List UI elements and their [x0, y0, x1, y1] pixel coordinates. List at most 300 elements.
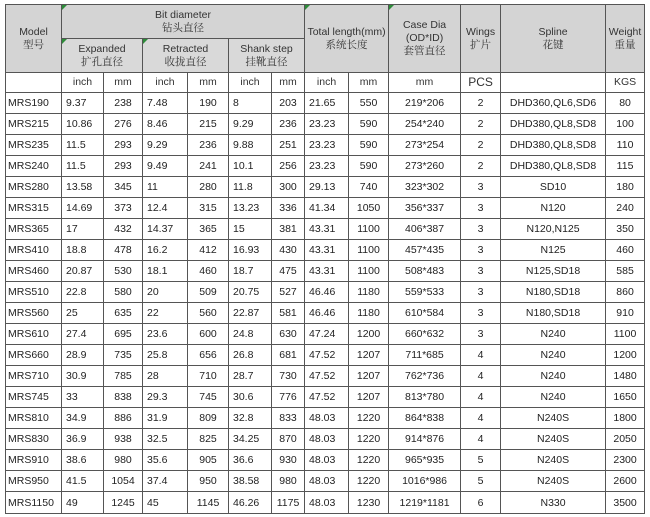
cell-model: MRS950: [6, 471, 62, 492]
cell-expanded-inch: 30.9: [62, 366, 104, 387]
unit-wings-pcs: PCS: [461, 73, 501, 93]
cell-spline: N240: [501, 387, 606, 408]
cell-spline: N240S: [501, 450, 606, 471]
header-bit-diameter: [62, 5, 305, 39]
header-model: [6, 5, 62, 73]
cell-retracted-mm: 560: [188, 303, 229, 324]
cell-wings: 3: [461, 261, 501, 282]
cell-retracted-inch: 35.6: [143, 450, 188, 471]
table-row: [6, 282, 645, 303]
cell-shank-inch: 9.88: [229, 135, 272, 156]
unit-length-inch: inch: [305, 73, 349, 93]
cell-spline: N120: [501, 198, 606, 219]
cell-model: MRS365: [6, 219, 62, 240]
cell-spline: DHD380,QL8,SD8: [501, 156, 606, 177]
cell-retracted-mm: 215: [188, 114, 229, 135]
cell-shank-inch: 30.6: [229, 387, 272, 408]
cell-length-inch: 47.24: [305, 324, 349, 345]
cell-retracted-inch: 14.37: [143, 219, 188, 240]
spec-table: [5, 4, 645, 514]
unit-expanded-inch: inch: [62, 73, 104, 93]
table-row: [6, 492, 645, 514]
cell-shank-mm: 776: [272, 387, 305, 408]
cell-length-mm: 1220: [349, 408, 389, 429]
cell-retracted-inch: 22: [143, 303, 188, 324]
cell-shank-inch: 36.6: [229, 450, 272, 471]
cell-expanded-mm: 293: [104, 135, 143, 156]
cell-weight: 585: [606, 261, 645, 282]
cell-weight: 350: [606, 219, 645, 240]
cell-weight: 100: [606, 114, 645, 135]
table-row: [6, 387, 645, 408]
cell-expanded-inch: 17: [62, 219, 104, 240]
cell-shank-mm: 251: [272, 135, 305, 156]
cell-wings: 6: [461, 492, 501, 514]
cell-case-dia: 254*240: [389, 114, 461, 135]
cell-case-dia: 273*254: [389, 135, 461, 156]
unit-case-mm: mm: [389, 73, 461, 93]
cell-retracted-inch: 18.1: [143, 261, 188, 282]
cell-retracted-inch: 8.46: [143, 114, 188, 135]
table-row: [6, 93, 645, 114]
cell-case-dia: 406*387: [389, 219, 461, 240]
cell-retracted-mm: 241: [188, 156, 229, 177]
cell-expanded-mm: 373: [104, 198, 143, 219]
header-wings-cn: 扩片: [470, 38, 492, 51]
cell-retracted-mm: 509: [188, 282, 229, 303]
cell-spline: DHD360,QL6,SD6: [501, 93, 606, 114]
cell-shank-mm: 236: [272, 114, 305, 135]
table-row: [6, 429, 645, 450]
cell-length-mm: 1200: [349, 324, 389, 345]
cell-case-dia: 323*302: [389, 177, 461, 198]
cell-expanded-mm: 735: [104, 345, 143, 366]
cell-weight: 1200: [606, 345, 645, 366]
cell-retracted-inch: 28: [143, 366, 188, 387]
cell-wings: 4: [461, 429, 501, 450]
cell-weight: 2050: [606, 429, 645, 450]
cell-retracted-mm: 950: [188, 471, 229, 492]
cell-length-mm: 1100: [349, 219, 389, 240]
cell-weight: 460: [606, 240, 645, 261]
cell-length-mm: 1230: [349, 492, 389, 514]
cell-spline: DHD380,QL8,SD8: [501, 135, 606, 156]
header-wings-en: Wings: [465, 25, 496, 38]
cell-shank-mm: 336: [272, 198, 305, 219]
cell-weight: 1100: [606, 324, 645, 345]
cell-case-dia: 711*685: [389, 345, 461, 366]
cell-expanded-inch: 36.9: [62, 429, 104, 450]
cell-model: MRS745: [6, 387, 62, 408]
table-row: [6, 114, 645, 135]
cell-wings: 3: [461, 219, 501, 240]
cell-expanded-inch: 11.5: [62, 135, 104, 156]
unit-shank-inch: inch: [229, 73, 272, 93]
cell-shank-mm: 203: [272, 93, 305, 114]
cell-case-dia: 457*435: [389, 240, 461, 261]
cell-wings: 4: [461, 366, 501, 387]
cell-shank-mm: 256: [272, 156, 305, 177]
cell-case-dia: 914*876: [389, 429, 461, 450]
cell-length-inch: 48.03: [305, 471, 349, 492]
cell-shank-mm: 527: [272, 282, 305, 303]
cell-expanded-inch: 22.8: [62, 282, 104, 303]
cell-expanded-inch: 14.69: [62, 198, 104, 219]
cell-expanded-inch: 9.37: [62, 93, 104, 114]
cell-length-mm: 1207: [349, 387, 389, 408]
cell-length-inch: 23.23: [305, 114, 349, 135]
cell-retracted-mm: 1145: [188, 492, 229, 514]
cell-expanded-inch: 41.5: [62, 471, 104, 492]
cell-length-inch: 48.03: [305, 408, 349, 429]
cell-spline: N330: [501, 492, 606, 514]
unit-weight-kgs: KGS: [606, 73, 645, 93]
header-case-dia-cn: 套管直径: [403, 45, 446, 57]
cell-expanded-inch: 10.86: [62, 114, 104, 135]
cell-weight: 180: [606, 177, 645, 198]
cell-model: MRS240: [6, 156, 62, 177]
unit-model-blank: [6, 73, 62, 93]
cell-spline: N240: [501, 366, 606, 387]
header-shank-step: [229, 39, 305, 73]
cell-model: MRS560: [6, 303, 62, 324]
cell-weight: 860: [606, 282, 645, 303]
cell-length-mm: 1050: [349, 198, 389, 219]
cell-length-inch: 23.23: [305, 156, 349, 177]
cell-retracted-inch: 7.48: [143, 93, 188, 114]
cell-wings: 4: [461, 408, 501, 429]
cell-expanded-mm: 530: [104, 261, 143, 282]
cell-expanded-mm: 238: [104, 93, 143, 114]
cell-length-mm: 1100: [349, 240, 389, 261]
header-total-length: [305, 5, 389, 73]
cell-expanded-mm: 1245: [104, 492, 143, 514]
cell-expanded-inch: 27.4: [62, 324, 104, 345]
cell-shank-mm: 730: [272, 366, 305, 387]
cell-length-mm: 1207: [349, 366, 389, 387]
cell-shank-inch: 28.7: [229, 366, 272, 387]
table-row: [6, 324, 645, 345]
header-case-dia: [389, 5, 461, 73]
table-row: [6, 408, 645, 429]
header-shank-step-en: Shank step: [240, 42, 293, 55]
cell-length-inch: 43.31: [305, 219, 349, 240]
cell-length-inch: 47.52: [305, 345, 349, 366]
cell-wings: 4: [461, 345, 501, 366]
table-row: [6, 450, 645, 471]
cell-shank-inch: 9.29: [229, 114, 272, 135]
table-body: [6, 93, 645, 514]
cell-length-inch: 23.23: [305, 135, 349, 156]
table-row: [6, 471, 645, 492]
cell-case-dia: 813*780: [389, 387, 461, 408]
table-row: [6, 198, 645, 219]
cell-model: MRS810: [6, 408, 62, 429]
cell-expanded-mm: 580: [104, 282, 143, 303]
unit-shank-mm: mm: [272, 73, 305, 93]
cell-length-mm: 1180: [349, 282, 389, 303]
cell-expanded-mm: 293: [104, 156, 143, 177]
cell-spline: N120,N125: [501, 219, 606, 240]
table-row: [6, 303, 645, 324]
cell-retracted-inch: 16.2: [143, 240, 188, 261]
cell-retracted-mm: 365: [188, 219, 229, 240]
cell-shank-inch: 46.26: [229, 492, 272, 514]
cell-spline: N180,SD18: [501, 303, 606, 324]
cell-model: MRS190: [6, 93, 62, 114]
header-spline: [501, 5, 606, 73]
cell-weight: 1800: [606, 408, 645, 429]
cell-shank-mm: 581: [272, 303, 305, 324]
cell-wings: 3: [461, 177, 501, 198]
table-row: [6, 261, 645, 282]
cell-wings: 5: [461, 450, 501, 471]
cell-wings: 2: [461, 114, 501, 135]
unit-expanded-mm: mm: [104, 73, 143, 93]
table-row: [6, 219, 645, 240]
cell-shank-mm: 833: [272, 408, 305, 429]
cell-expanded-mm: 785: [104, 366, 143, 387]
table-row: [6, 135, 645, 156]
header-bit-diameter-cn: 钻头直径: [162, 21, 205, 34]
cell-spline: N125: [501, 240, 606, 261]
cell-expanded-mm: 432: [104, 219, 143, 240]
table-row: [6, 345, 645, 366]
cell-case-dia: 219*206: [389, 93, 461, 114]
cell-shank-mm: 475: [272, 261, 305, 282]
cell-model: MRS315: [6, 198, 62, 219]
cell-shank-inch: 15: [229, 219, 272, 240]
cell-length-inch: 46.46: [305, 282, 349, 303]
cell-expanded-inch: 18.8: [62, 240, 104, 261]
cell-retracted-inch: 20: [143, 282, 188, 303]
cell-wings: 2: [461, 156, 501, 177]
cell-length-inch: 43.31: [305, 261, 349, 282]
cell-length-mm: 1220: [349, 471, 389, 492]
cell-expanded-inch: 28.9: [62, 345, 104, 366]
header-weight: [606, 5, 645, 73]
cell-retracted-mm: 745: [188, 387, 229, 408]
cell-model: MRS410: [6, 240, 62, 261]
cell-length-inch: 48.03: [305, 429, 349, 450]
cell-spline: N240: [501, 324, 606, 345]
header-total-length-en: Total length(mm): [307, 25, 386, 38]
cell-wings: 2: [461, 93, 501, 114]
cell-retracted-inch: 29.3: [143, 387, 188, 408]
cell-model: MRS215: [6, 114, 62, 135]
cell-length-inch: 48.03: [305, 492, 349, 514]
cell-case-dia: 864*838: [389, 408, 461, 429]
cell-shank-mm: 381: [272, 219, 305, 240]
cell-retracted-mm: 825: [188, 429, 229, 450]
cell-length-mm: 590: [349, 114, 389, 135]
table-header: [6, 5, 645, 93]
cell-spline: SD10: [501, 177, 606, 198]
cell-length-mm: 1220: [349, 429, 389, 450]
cell-model: MRS910: [6, 450, 62, 471]
cell-shank-mm: 300: [272, 177, 305, 198]
cell-retracted-mm: 460: [188, 261, 229, 282]
cell-shank-inch: 16.93: [229, 240, 272, 261]
cell-shank-mm: 1175: [272, 492, 305, 514]
cell-retracted-mm: 600: [188, 324, 229, 345]
cell-shank-mm: 430: [272, 240, 305, 261]
cell-spline: N240S: [501, 471, 606, 492]
header-shank-step-cn: 挂靴直径: [245, 55, 288, 68]
cell-retracted-inch: 32.5: [143, 429, 188, 450]
cell-shank-inch: 24.8: [229, 324, 272, 345]
cell-shank-inch: 38.58: [229, 471, 272, 492]
cell-case-dia: 559*533: [389, 282, 461, 303]
cell-length-inch: 46.46: [305, 303, 349, 324]
cell-length-inch: 43.31: [305, 240, 349, 261]
cell-expanded-inch: 34.9: [62, 408, 104, 429]
cell-expanded-mm: 345: [104, 177, 143, 198]
cell-weight: 910: [606, 303, 645, 324]
cell-retracted-mm: 656: [188, 345, 229, 366]
cell-spline: N125,SD18: [501, 261, 606, 282]
cell-expanded-inch: 38.6: [62, 450, 104, 471]
cell-weight: 1650: [606, 387, 645, 408]
cell-case-dia: 508*483: [389, 261, 461, 282]
cell-expanded-inch: 25: [62, 303, 104, 324]
cell-shank-inch: 34.25: [229, 429, 272, 450]
cell-spline: N180,SD18: [501, 282, 606, 303]
cell-length-mm: 1207: [349, 345, 389, 366]
cell-length-mm: 1220: [349, 450, 389, 471]
header-spline-en: Spline: [538, 25, 568, 38]
cell-weight: 80: [606, 93, 645, 114]
header-wings: [461, 5, 501, 73]
unit-retracted-mm: mm: [188, 73, 229, 93]
header-total-length-cn: 系统长度: [325, 38, 368, 51]
header-expanded: [62, 39, 143, 73]
header-spline-cn: 花键: [542, 38, 564, 51]
header-retracted: [143, 39, 229, 73]
cell-expanded-mm: 886: [104, 408, 143, 429]
table-row: [6, 366, 645, 387]
cell-expanded-mm: 938: [104, 429, 143, 450]
cell-weight: 110: [606, 135, 645, 156]
cell-shank-inch: 8: [229, 93, 272, 114]
cell-spline: N240S: [501, 408, 606, 429]
cell-length-inch: 29.13: [305, 177, 349, 198]
cell-expanded-mm: 1054: [104, 471, 143, 492]
header-bit-diameter-en: Bit diameter: [155, 8, 212, 21]
cell-expanded-mm: 276: [104, 114, 143, 135]
cell-weight: 3500: [606, 492, 645, 514]
cell-weight: 2600: [606, 471, 645, 492]
cell-spline: DHD380,QL8,SD8: [501, 114, 606, 135]
cell-retracted-inch: 37.4: [143, 471, 188, 492]
cell-shank-mm: 870: [272, 429, 305, 450]
cell-wings: 5: [461, 471, 501, 492]
cell-shank-mm: 930: [272, 450, 305, 471]
cell-retracted-inch: 9.29: [143, 135, 188, 156]
cell-length-mm: 550: [349, 93, 389, 114]
cell-model: MRS510: [6, 282, 62, 303]
cell-length-inch: 47.52: [305, 366, 349, 387]
cell-model: MRS1150: [6, 492, 62, 514]
cell-retracted-mm: 412: [188, 240, 229, 261]
cell-spline: N240S: [501, 429, 606, 450]
header-retracted-en: Retracted: [162, 42, 209, 55]
cell-wings: 3: [461, 282, 501, 303]
cell-shank-mm: 630: [272, 324, 305, 345]
cell-length-inch: 41.34: [305, 198, 349, 219]
cell-case-dia: 660*632: [389, 324, 461, 345]
cell-case-dia: 762*736: [389, 366, 461, 387]
cell-expanded-inch: 49: [62, 492, 104, 514]
cell-expanded-inch: 11.5: [62, 156, 104, 177]
cell-retracted-mm: 236: [188, 135, 229, 156]
cell-retracted-inch: 12.4: [143, 198, 188, 219]
cell-expanded-mm: 478: [104, 240, 143, 261]
cell-expanded-mm: 635: [104, 303, 143, 324]
cell-wings: 3: [461, 324, 501, 345]
cell-wings: 3: [461, 303, 501, 324]
cell-weight: 240: [606, 198, 645, 219]
cell-retracted-inch: 23.6: [143, 324, 188, 345]
header-model-cn: 型号: [23, 38, 44, 51]
cell-retracted-mm: 905: [188, 450, 229, 471]
cell-model: MRS830: [6, 429, 62, 450]
header-model-en: Model: [19, 25, 48, 38]
cell-shank-inch: 18.7: [229, 261, 272, 282]
cell-weight: 1480: [606, 366, 645, 387]
cell-model: MRS280: [6, 177, 62, 198]
cell-length-inch: 21.65: [305, 93, 349, 114]
cell-model: MRS235: [6, 135, 62, 156]
cell-retracted-mm: 280: [188, 177, 229, 198]
cell-case-dia: 356*337: [389, 198, 461, 219]
cell-case-dia: 1219*1181: [389, 492, 461, 514]
cell-retracted-mm: 710: [188, 366, 229, 387]
cell-length-mm: 1180: [349, 303, 389, 324]
cell-length-mm: 590: [349, 135, 389, 156]
table-row: [6, 240, 645, 261]
cell-retracted-inch: 45: [143, 492, 188, 514]
cell-length-inch: 48.03: [305, 450, 349, 471]
cell-shank-mm: 980: [272, 471, 305, 492]
header-retracted-cn: 收拢直径: [164, 55, 207, 68]
cell-shank-inch: 32.8: [229, 408, 272, 429]
cell-retracted-inch: 31.9: [143, 408, 188, 429]
cell-retracted-mm: 315: [188, 198, 229, 219]
cell-case-dia: 273*260: [389, 156, 461, 177]
header-expanded-cn: 扩孔直径: [81, 55, 123, 68]
unit-retracted-inch: inch: [143, 73, 188, 93]
cell-model: MRS460: [6, 261, 62, 282]
cell-expanded-inch: 13.58: [62, 177, 104, 198]
cell-expanded-mm: 695: [104, 324, 143, 345]
cell-retracted-mm: 809: [188, 408, 229, 429]
unit-spline-blank: [501, 73, 606, 93]
header-weight-en: Weight: [608, 25, 642, 38]
cell-case-dia: 965*935: [389, 450, 461, 471]
cell-shank-inch: 13.23: [229, 198, 272, 219]
cell-retracted-inch: 9.49: [143, 156, 188, 177]
cell-wings: 3: [461, 198, 501, 219]
cell-length-mm: 1100: [349, 261, 389, 282]
header-weight-cn: 重量: [614, 38, 636, 51]
header-expanded-en: Expanded: [78, 42, 126, 55]
table-row: [6, 156, 645, 177]
cell-weight: 115: [606, 156, 645, 177]
cell-length-mm: 740: [349, 177, 389, 198]
cell-length-inch: 47.52: [305, 387, 349, 408]
cell-retracted-inch: 11: [143, 177, 188, 198]
